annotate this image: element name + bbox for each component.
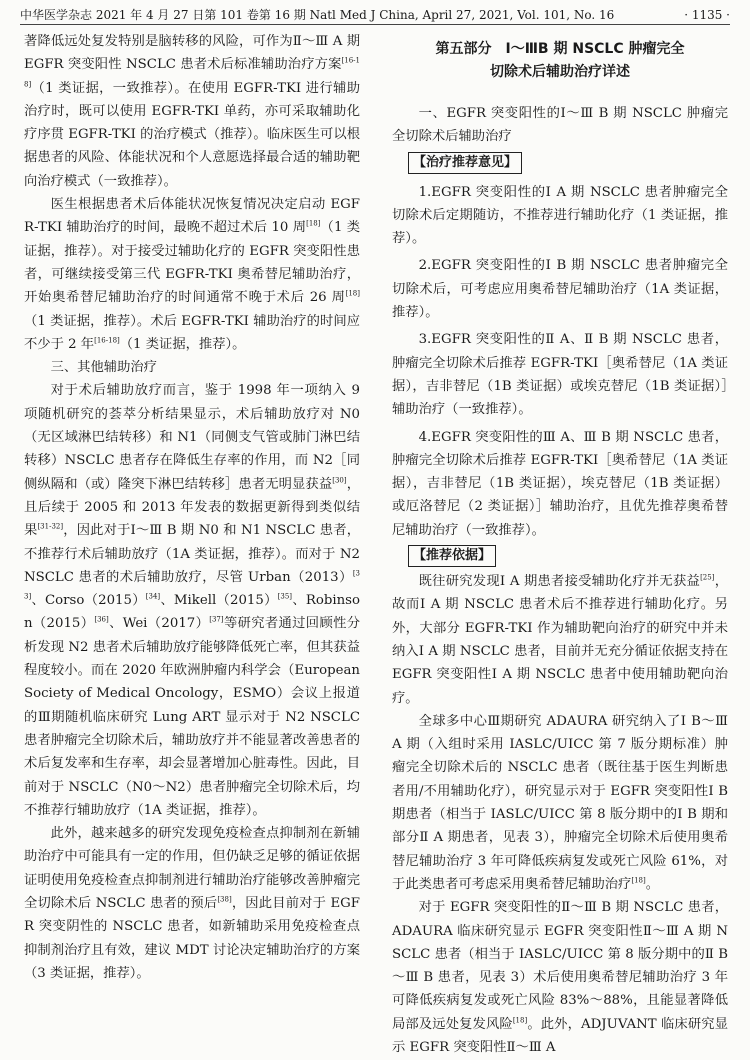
paragraph-egfr-tki-adjuvant: 著降低远处复发特别是脑转移的风险，可作为Ⅱ～Ⅲ A 期 EGFR 突变阳性 NSCLC 患者术后标准辅助治疗方案[16-18]（1 类证据，一致推荐）。在使用 EGFR-TKI 进行辅助治疗时，既可以使用 EGFR-TKI 单药，亦可采取辅助化疗序贯 EGFR-TKI 的治疗模式（推荐）。临床医生可以根据患者的风险、体能状况和个人意愿选择最合适的辅助靶向治疗模式（一致推荐）。 — [24, 34, 360, 189]
paragraph-basis-adaura-ib: 全球多中心Ⅲ期研究 ADAURA 研究纳入了Ⅰ B～Ⅲ A 期（入组时采用 IASLC/UICC 第 7 版分期标准）肿瘤完全切除术后的 NSCLC 患者（既往基于医生判断患者用/不用辅助化疗），研究显示对于 EGFR 突变阳性Ⅰ B 期患者（相当于 IASLC/UICC 第 8 版分期中的Ⅰ B 期和部分Ⅱ A 期患者，见表 3），肿瘤完全切除术后使用奥希替尼辅助治疗 3 年可降低疾病复发或死亡风险 61%，对于此类患者可考虑采用奥希替尼辅助治疗[18]。 — [392, 713, 728, 892]
recommendation-item: 1.EGFR 突变阳性的Ⅰ A 期 NSCLC 患者肿瘤完全切除术后定期随访，不推荐进行辅助化疗（1 类证据，推荐）。 — [392, 184, 728, 247]
running-header — [20, 6, 730, 25]
paragraph-basis-adaura-ii-iii: 对于 EGFR 突变阳性的Ⅱ～Ⅲ B 期 NSCLC 患者，ADAURA 临床研究显示 EGFR 突变阳性Ⅱ～Ⅲ A 期 NSCLC 患者（相当于 IASLC/UICC 第 8 版分期中的Ⅱ B～Ⅲ B 患者，见表 3）术后使用奥希替尼辅助治疗 3 年可降低疾病复发或死亡风险 83%～88%，且能显著降低局部及远处复发风险[18]。此外，ADJUVANT 临床研究显示 EGFR 突变阳性Ⅱ～Ⅲ A — [392, 900, 728, 1055]
journal-citation: 中华医学杂志 2021 年 4 月 27 日第 101 卷第 16 期 Natl Med J China, April 27, 2021, Vol. 101, No. 16 — [20, 8, 615, 22]
subsection-heading: 一、EGFR 突变阳性的Ⅰ～Ⅲ B 期 NSCLC 肿瘤完全切除术后辅助治疗 — [392, 106, 728, 145]
recommendation-item: 3.EGFR 突变阳性的Ⅱ A、Ⅱ B 期 NSCLC 患者，肿瘤完全切除术后推荐 EGFR-TKI［奥希替尼（1A 类证据），吉非替尼（1B 类证据）或埃克替尼（1B 类证据）］辅助治疗（一致推荐）。 — [392, 332, 728, 418]
paragraph-immunotherapy: 此外，越来越多的研究发现免疫检查点抑制剂在新辅助治疗中可能具有一定的作用，但仍缺乏足够的循证依据证明使用免疫检查点抑制剂进行辅助治疗能够改善肿瘤完全切除术后 NSCLC 患者的预后[38]，因此目前对于 EGFR 突变阴性的 NSCLC 患者，如新辅助采用免疫检查点抑制剂治疗且有效，建议 MDT 讨论决定辅助治疗的方案（3 类证据，推荐）。 — [24, 826, 361, 981]
recommendation-item: 2.EGFR 突变阳性的Ⅰ B 期 NSCLC 患者肿瘤完全切除术后，可考虑应用奥希替尼辅助治疗（1A 类证据，推荐）。 — [392, 258, 728, 321]
right-column — [392, 30, 728, 1059]
paragraph-basis-ia: 既往研究发现Ⅰ A 期患者接受辅助化疗并无获益[25]，故而Ⅰ A 期 NSCLC 患者术后不推荐进行辅助化疗。另外，大部分 EGFR-TKI 作为辅助靶向治疗的研究中并未纳入Ⅰ A 期 NSCLC 患者，目前并无充分循证依据支持在 EGFR 突变阳性Ⅰ A 期 NSCLC 患者中使用辅助靶向治疗。 — [392, 573, 729, 706]
section-title: 第五部分 Ⅰ～ⅢB 期 NSCLC 肿瘤完全 切除术后辅助治疗详述 — [435, 41, 685, 80]
page-number: · 1135 · — [684, 8, 730, 22]
left-column — [24, 30, 360, 985]
paragraph-radiotherapy: 对于术后辅助放疗而言，鉴于 1998 年一项纳入 9 项随机研究的荟萃分析结果显示，术后辅助放疗对 N0（无区域淋巴结转移）和 N1（同侧支气管或肺门淋巴结转移）NSCLC 患者存在降低生存率的作用，而 N2［同侧纵隔和（或）隆突下淋巴结转移］患者无明显获益[30]，且后续于 2005 和 2013 年发表的数据更新得到类似结果[31-32]，因此对于Ⅰ～Ⅲ B 期 N0 和 N1 NSCLC 患者，不推荐行术后辅助放疗（1A 类证据，推荐）。而对于 N2 NSCLC 患者的术后辅助放疗，尽管 Urban（2013）[33]、Corso（2015）[34]、Mikell（2015）[35]、Robinson（2015）[36]、Wei（2017）[37]等研究者通过回顾性分析发现 N2 患者术后辅助放疗能够降低死亡率，但其获益程度较小。而在 2020 年欧洲肿瘤内科学会（European Society of Medical Oncology，ESMO）会议上报道的Ⅲ期随机临床研究 Lung ART 显示对于 N2 NSCLC 患者肿瘤完全切除术后，辅助放疗并不能显著改善患者的术后复发率和生存率，却会显著增加心脏毒性。因此，目前对于 NSCLC（N0～N2）患者肿瘤完全切除术后，均不推荐行辅助放疗（1A 类证据，推荐）。 — [24, 383, 361, 818]
paragraph-timing: 医生根据患者术后体能状况恢复情况决定启动 EGFR-TKI 辅助治疗的时间，最晚不超过术后 10 周[18]（1 类证据，推荐）。对于接受过辅助化疗的 EGFR 突变阳性患者，可继续接受第三代 EGFR-TKI 奥希替尼辅助治疗，开始奥希替尼辅助治疗的时间通常不晚于术后 26 周[18]（1 类证据，推荐）。术后 EGFR-TKI 辅助治疗的时间应不少于 2 年[16-18]（1 类证据，推荐）。 — [24, 197, 361, 352]
recommendation-basis-label: 【推荐依据】 — [408, 545, 496, 567]
treatment-recommendation-label: 【治疗推荐意见】 — [408, 152, 522, 174]
recommendation-item: 4.EGFR 突变阳性的Ⅲ A、Ⅲ B 期 NSCLC 患者，肿瘤完全切除术后推荐 EGFR-TKI［奥希替尼（1A 类证据），吉非替尼（1B 类证据），埃克替尼（1B 类证据）或厄洛替尼（2 类证据）］辅助治疗，且优先推荐奥希替尼辅助治疗（一致推荐）。 — [392, 429, 728, 538]
heading-other-adjuvant: 三、其他辅助治疗 — [50, 360, 157, 376]
